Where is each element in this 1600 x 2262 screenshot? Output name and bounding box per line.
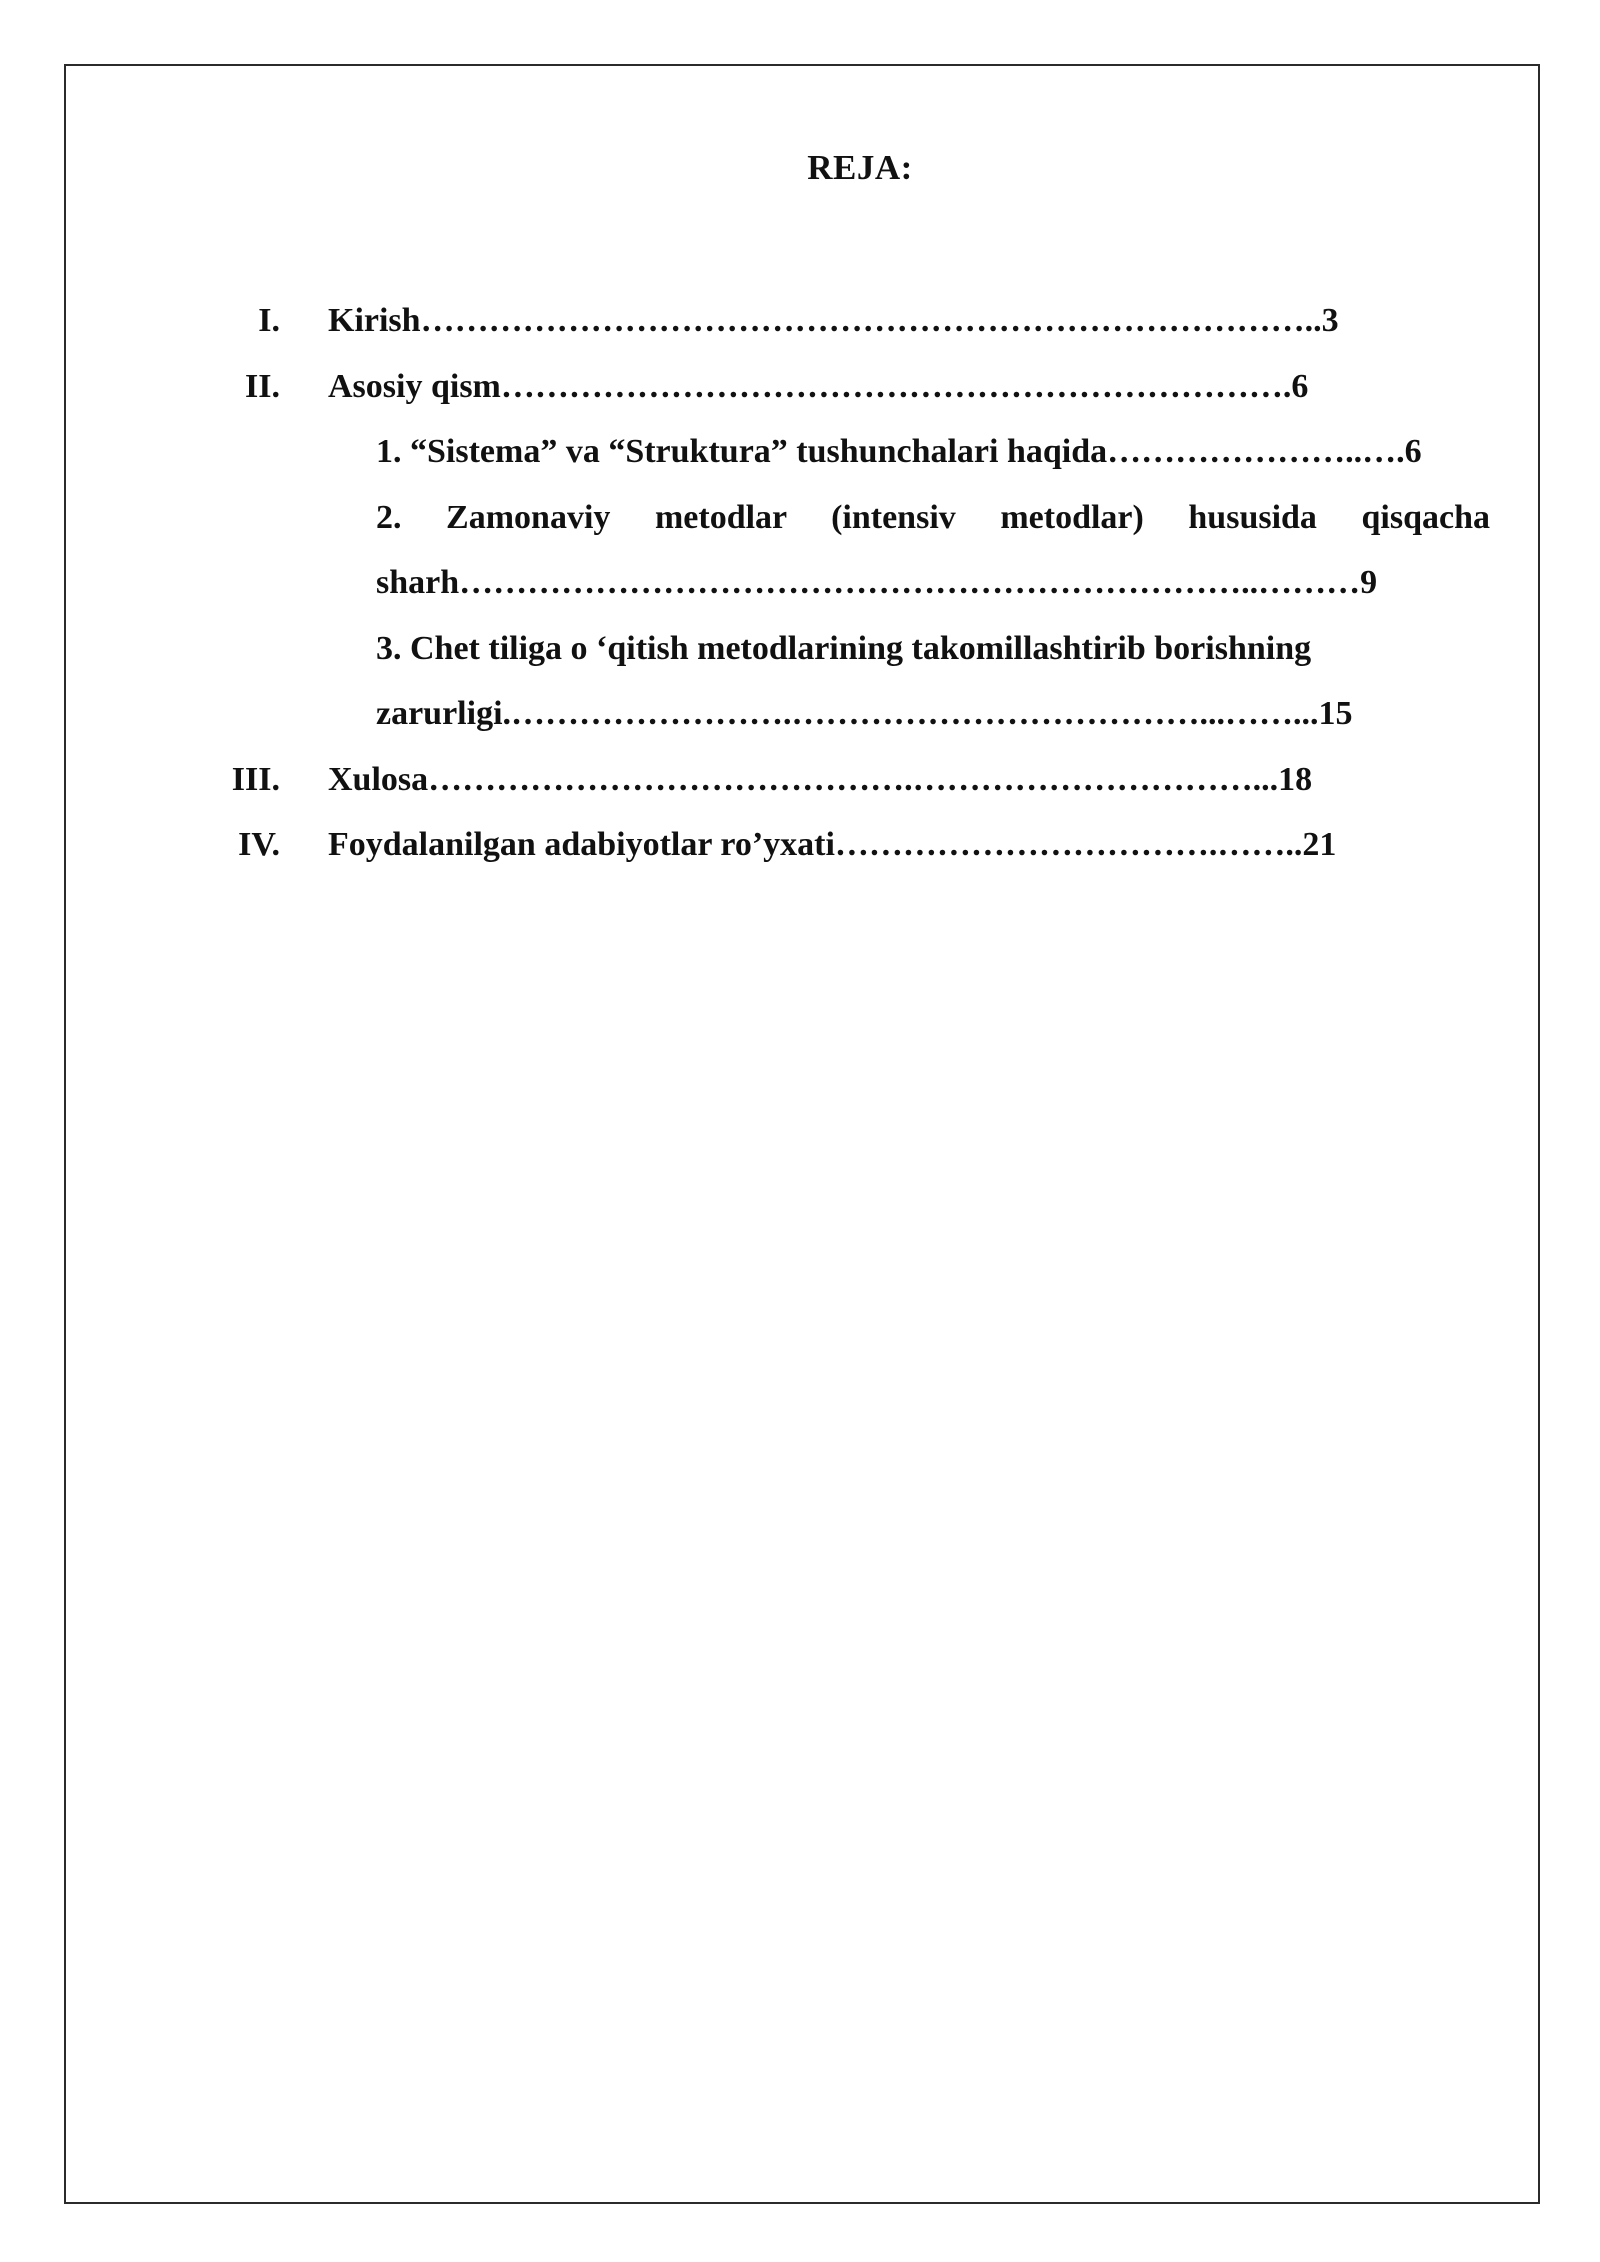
table-of-contents <box>200 288 1490 878</box>
toc-item-label: Foydalanilgan adabiyotlar ro’yxati…………………………….……..21 <box>328 826 1337 863</box>
toc-item-number: I. <box>258 302 280 339</box>
toc-subitem-label: 1. “Sistema” va “Struktura” tushunchalari haqida…………………..….6 <box>376 433 1422 470</box>
toc-item-label: Kirish……………………………………………………………………..3 <box>328 302 1339 339</box>
toc-subitem-line-1: 3. Chet tiliga o ‘qitish metodlarining takomillashtirib borishning <box>376 629 1312 667</box>
toc-subitem-label <box>376 616 1490 747</box>
toc-subitem-label <box>376 485 1490 616</box>
toc-subitem-chet-tiliga[interactable] <box>328 616 1490 747</box>
toc-subitem-line-2: sharh……………………………………………………………..………9 <box>376 564 1378 601</box>
toc-item-label: Asosiy qism…………………………………………………………….6 <box>328 367 1309 405</box>
toc-item-adabiyotlar[interactable] <box>200 812 1490 878</box>
toc-item-label: Xulosa…………………………………….…………………………...18 <box>328 760 1313 798</box>
toc-item-number: II. <box>245 367 280 405</box>
toc-item-xulosa[interactable] <box>200 747 1490 813</box>
toc-item-number: III. <box>231 760 280 798</box>
toc-subitem-line-2: zarurligi.…………………….………………………………...……...15 <box>376 695 1353 732</box>
page-title: REJA: <box>807 148 913 187</box>
toc-subitem-line-1: 2. Zamonaviy metodlar (intensiv metodlar) hususida qisqacha <box>376 498 1490 536</box>
toc-item-number: IV. <box>238 826 280 863</box>
toc-item-kirish[interactable] <box>200 288 1490 354</box>
toc-subitem-sistema-struktura[interactable] <box>328 419 1490 485</box>
toc-subitem-zamonaviy-metodlar[interactable] <box>328 485 1490 616</box>
toc-item-asosiy-qism[interactable] <box>200 354 1490 420</box>
